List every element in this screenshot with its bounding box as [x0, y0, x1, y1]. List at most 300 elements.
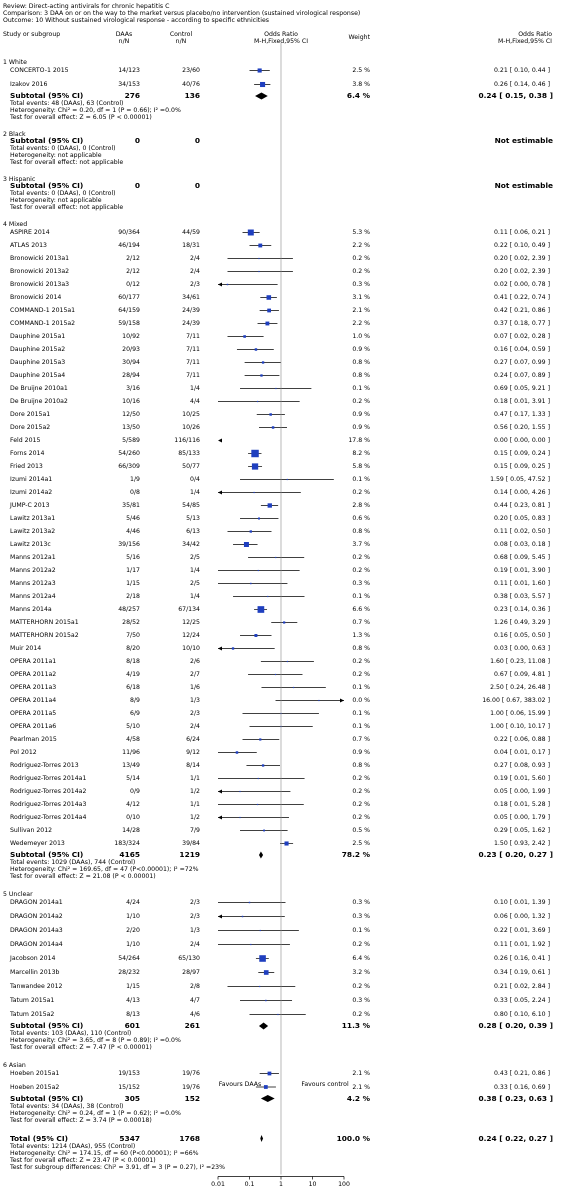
study-odds-ratio: 0.67 [ 0.09, 4.81 ]: [494, 671, 550, 678]
study-weight: 3.2 %: [352, 969, 370, 976]
study-odds-ratio: 0.20 [ 0.02, 2.39 ]: [494, 255, 550, 262]
study-daa-events: 1/15: [126, 983, 140, 990]
study-odds-ratio: 0.07 [ 0.02, 0.28 ]: [494, 333, 550, 340]
study-weight: 2.1 %: [352, 1083, 370, 1091]
study-name: Jacobson 2014: [10, 955, 56, 962]
study-daa-events: 10/92: [122, 333, 140, 340]
subtotal-daa-total: 276: [124, 91, 140, 100]
study-odds-ratio: 2.50 [ 0.24, 26.48 ]: [490, 684, 550, 691]
study-point: [265, 322, 269, 326]
study-name: Bronowicki 2014: [10, 294, 62, 301]
subgroup-note: Test for overall effect: Z = 7.47 (P < 0.00001): [10, 1044, 152, 1051]
study-control-events: 1/4: [190, 385, 200, 392]
total-control: 1768: [179, 1133, 200, 1143]
study-daa-events: 5/589: [122, 437, 140, 444]
study-control-events: 85/133: [178, 450, 200, 457]
study-weight: 0.2 %: [352, 671, 370, 678]
study-weight: 0.5 %: [352, 827, 370, 834]
study-point: [239, 791, 240, 792]
study-name: Dore 2015a1: [10, 411, 51, 418]
study-name: Dauphine 2015a3: [10, 359, 66, 366]
study-ci-arrow-left: [218, 491, 222, 495]
study-weight: 2.5 %: [352, 67, 370, 74]
study-name: Rodriguez-Torres 2014a3: [10, 801, 87, 808]
study-odds-ratio: 0.05 [ 0.00, 1.79 ]: [494, 814, 550, 821]
study-point: [258, 244, 262, 248]
study-point: [260, 374, 262, 376]
group-title: 1 White: [3, 59, 27, 66]
study-daa-events: 13/50: [122, 424, 140, 431]
study-odds-ratio: 0.21 [ 0.10, 0.44 ]: [494, 67, 550, 74]
study-weight: 0.0 %: [352, 697, 370, 704]
study-odds-ratio: 0.05 [ 0.00, 1.99 ]: [494, 788, 550, 795]
study-daa-events: 1/10: [126, 941, 140, 948]
study-weight: 0.9 %: [352, 346, 370, 353]
x-axis-tick-label: 0.1: [244, 1180, 255, 1188]
group-title: 2 Black: [3, 131, 26, 138]
study-point: [260, 930, 261, 931]
subtotal-daa-total: 4165: [119, 850, 140, 859]
study-point: [287, 661, 288, 662]
subtotal-odds-ratio: 0.23 [ 0.20, 0.27 ]: [478, 850, 553, 859]
subgroup-note: Total events: 0 (DAAs), 0 (Control): [10, 190, 116, 197]
subtotal-daa-total: 0: [134, 136, 140, 145]
study-odds-ratio: 0.27 [ 0.08, 0.93 ]: [494, 762, 550, 769]
study-daa-events: 34/153: [118, 81, 140, 88]
subtotal-diamond: [259, 1023, 268, 1030]
study-daa-events: 1/10: [126, 913, 140, 920]
control-column-subheader: n/N: [175, 38, 187, 45]
study-name: Marcellin 2013b: [10, 969, 60, 976]
study-point: [258, 606, 265, 613]
study-control-events: 2/4: [190, 723, 200, 730]
study-daa-events: 4/24: [126, 899, 140, 906]
daas-column-subheader: n/N: [118, 38, 130, 45]
study-control-events: 1/2: [190, 788, 200, 795]
study-control-events: 19/76: [182, 1083, 200, 1091]
study-daa-events: 1/9: [130, 476, 140, 483]
study-daa-events: 13/49: [122, 762, 140, 769]
study-daa-events: 8/9: [130, 697, 140, 704]
study-odds-ratio: 0.43 [ 0.21, 0.86 ]: [494, 1070, 550, 1077]
study-control-events: 2/4: [190, 255, 200, 262]
daas-column-header: DAAs: [115, 31, 133, 38]
study-point: [250, 583, 251, 584]
study-name: OPERA 2011a6: [10, 723, 57, 730]
study-name: De Bruijne 2010a1: [10, 385, 68, 392]
study-daa-events: 11/96: [122, 749, 140, 756]
study-weight: 0.1 %: [352, 710, 370, 717]
subtotal-odds-ratio: 0.38 [ 0.23, 0.63 ]: [478, 1093, 553, 1103]
subtotal-daa-total: 0: [134, 181, 140, 190]
study-odds-ratio: 0.24 [ 0.07, 0.89 ]: [494, 372, 550, 379]
subgroup-note: Test for overall effect: not applicable: [10, 159, 124, 166]
subgroup-note: Heterogeneity: not applicable: [10, 197, 102, 204]
study-control-events: 1/4: [190, 567, 200, 574]
study-control-events: 2/8: [190, 983, 200, 990]
subtotal-control-total: 261: [184, 1021, 200, 1030]
study-control-events: 7/11: [186, 346, 200, 353]
subtotal-label: Subtotal (95% CI): [10, 136, 84, 145]
study-odds-ratio: 1.60 [ 0.23, 11.08 ]: [490, 658, 550, 665]
study-name: Dore 2015a2: [10, 424, 51, 431]
study-point: [264, 970, 269, 975]
study-name: CONCERTO-1 2015: [10, 67, 69, 74]
study-daa-events: 0/8: [130, 489, 140, 496]
study-daa-events: 48/257: [118, 606, 140, 613]
study-point: [250, 530, 252, 532]
subtotal-odds-ratio: Not estimable: [494, 181, 553, 190]
study-name: COMMAND-1 2015a2: [10, 320, 76, 327]
subgroup-note: Total events: 48 (DAAs), 63 (Control): [10, 100, 124, 107]
study-point: [275, 557, 276, 558]
study-daa-events: 0/10: [126, 814, 140, 821]
study-name: Dauphine 2015a1: [10, 333, 66, 340]
subgroup-note: Test for overall effect: not applicable: [10, 204, 124, 211]
study-point: [232, 647, 234, 649]
study-odds-ratio: 16.00 [ 0.67, 383.02 ]: [482, 697, 550, 704]
control-column-header: Control: [169, 31, 193, 38]
subtotal-diamond: [261, 1095, 275, 1102]
study-odds-ratio: 0.15 [ 0.09, 0.25 ]: [494, 463, 550, 470]
study-daa-events: 0/9: [130, 788, 140, 795]
study-name: Muir 2014: [10, 645, 42, 652]
study-weight: 0.8 %: [352, 372, 370, 379]
study-odds-ratio: 0.23 [ 0.14, 0.36 ]: [494, 606, 550, 613]
subtotal-weight: 4.2 %: [346, 1093, 370, 1103]
study-point: [250, 944, 251, 945]
study-control-events: 39/84: [182, 840, 200, 847]
group-title: 6 Asian: [3, 1062, 26, 1069]
study-point: [255, 348, 257, 350]
study-odds-ratio: 0.08 [ 0.03, 0.18 ]: [494, 541, 550, 548]
study-control-events: 116/116: [174, 437, 200, 444]
study-point: [262, 361, 264, 363]
subtotal-weight: 11.3 %: [341, 1021, 370, 1030]
subgroup-note: Heterogeneity: Chi² = 0.20, df = 1 (P = 0.66); I² =0.0%: [10, 107, 181, 114]
study-ci-arrow-left: [218, 439, 222, 443]
study-control-events: 1/6: [190, 684, 200, 691]
study-control-events: 4/4: [190, 398, 200, 405]
study-weight: 0.3 %: [352, 997, 370, 1004]
study-daa-events: 35/81: [122, 502, 140, 509]
study-daa-events: 14/123: [118, 67, 140, 74]
study-daa-events: 4/19: [126, 671, 140, 678]
study-control-events: 8/14: [186, 762, 200, 769]
study-weight: 0.8 %: [352, 528, 370, 535]
subtotal-control-total: 1219: [179, 850, 200, 859]
study-weight: 0.9 %: [352, 749, 370, 756]
study-odds-ratio: 0.22 [ 0.01, 3.69 ]: [494, 927, 550, 934]
study-daa-events: 1/15: [126, 580, 140, 587]
study-weight: 0.8 %: [352, 762, 370, 769]
x-axis-tick-label: 100: [338, 1180, 350, 1188]
study-point: [259, 986, 260, 987]
study-daa-events: 8/13: [126, 1011, 140, 1018]
study-weight: 2.2 %: [352, 242, 370, 249]
study-weight: 0.2 %: [352, 398, 370, 405]
study-weight: 0.1 %: [352, 684, 370, 691]
study-control-events: 2/4: [190, 941, 200, 948]
study-odds-ratio: 0.56 [ 0.20, 1.55 ]: [494, 424, 550, 431]
study-odds-ratio: 0.11 [ 0.02, 0.50 ]: [494, 528, 550, 535]
study-daa-events: 4/46: [126, 528, 140, 535]
study-daa-events: 183/324: [114, 840, 140, 847]
study-odds-ratio: 0.22 [ 0.06, 0.88 ]: [494, 736, 550, 743]
total-note: Test for subgroup differences: Chi² = 3.91, df = 3 (P = 0.27), I² =23%: [10, 1163, 225, 1171]
study-control-events: 34/42: [182, 541, 200, 548]
study-odds-ratio: 1.50 [ 0.93, 2.42 ]: [494, 840, 550, 847]
study-odds-ratio: 0.15 [ 0.09, 0.24 ]: [494, 450, 550, 457]
study-daa-events: 60/177: [118, 294, 140, 301]
study-weight: 0.3 %: [352, 281, 370, 288]
study-name: Manns 2012a1: [10, 554, 56, 561]
study-weight: 6.4 %: [352, 955, 370, 962]
study-odds-ratio: 0.18 [ 0.01, 5.28 ]: [494, 801, 550, 808]
subtotal-odds-ratio: 0.28 [ 0.20, 0.39 ]: [478, 1021, 553, 1030]
study-daa-events: 2/20: [126, 927, 140, 934]
study-name: Bronowicki 2013a2: [10, 268, 70, 275]
study-weight: 0.8 %: [352, 359, 370, 366]
study-point: [267, 596, 268, 597]
study-weight: 2.1 %: [352, 307, 370, 314]
study-daa-events: 54/264: [118, 955, 140, 962]
study-daa-events: 28/52: [122, 619, 140, 626]
subgroup-note: Test for overall effect: Z = 6.05 (P < 0.00001): [10, 114, 152, 121]
study-daa-events: 14/28: [122, 827, 140, 834]
study-weight: 2.1 %: [352, 1070, 370, 1077]
study-daa-events: 64/159: [118, 307, 140, 314]
study-point: [257, 401, 258, 402]
study-control-events: 67/134: [178, 606, 200, 613]
study-odds-ratio: 0.34 [ 0.19, 0.61 ]: [494, 969, 550, 976]
study-weight: 0.3 %: [352, 580, 370, 587]
study-point: [249, 902, 250, 903]
study-daa-events: 90/364: [118, 229, 140, 236]
study-daa-events: 66/309: [118, 463, 140, 470]
study-control-events: 7/9: [190, 827, 200, 834]
subgroup-note: Total events: 103 (DAAs), 110 (Control): [10, 1030, 132, 1037]
study-name: Fried 2013: [10, 463, 43, 470]
study-control-events: 1/2: [190, 814, 200, 821]
study-point: [248, 230, 254, 236]
study-weight: 0.1 %: [352, 476, 370, 483]
subtotal-odds-ratio: 0.24 [ 0.15, 0.38 ]: [478, 91, 553, 100]
study-control-events: 4/7: [190, 997, 200, 1004]
study-name: Tanwandee 2012: [10, 983, 63, 990]
total-note: Total events: 1214 (DAAs), 955 (Control): [10, 1142, 136, 1150]
subgroup-note: Heterogeneity: Chi² = 169.65, df = 47 (P<0.00001); I² =72%: [10, 866, 199, 873]
study-name: Tatum 2015a1: [10, 997, 55, 1004]
study-name: Rodriguez-Torres 2014a4: [10, 814, 87, 821]
study-control-events: 12/24: [182, 632, 200, 639]
study-control-events: 1/3: [190, 697, 200, 704]
study-point: [244, 542, 249, 547]
study-odds-ratio: 0.20 [ 0.02, 2.39 ]: [494, 268, 550, 275]
comparison-line: Comparison: 3 DAA on or on the way to the market versus placebo/no intervention (sustained virological response): [3, 10, 361, 17]
study-odds-ratio: 0.19 [ 0.01, 5.60 ]: [494, 775, 550, 782]
study-name: Bronowicki 2013a3: [10, 281, 70, 288]
study-point: [258, 517, 260, 519]
study-name: Sullivan 2012: [10, 827, 53, 834]
subgroup-note: Heterogeneity: not applicable: [10, 152, 102, 159]
study-daa-events: 12/50: [122, 411, 140, 418]
subtotal-label: Subtotal (95% CI): [10, 91, 84, 100]
study-control-events: 5/13: [186, 515, 200, 522]
study-control-events: 2/3: [190, 899, 200, 906]
study-control-events: 10/25: [182, 411, 200, 418]
study-weight: 1.3 %: [352, 632, 370, 639]
study-odds-ratio: 0.16 [ 0.05, 0.50 ]: [494, 632, 550, 639]
study-daa-events: 28/232: [118, 969, 140, 976]
study-odds-ratio: 0.68 [ 0.09, 5.45 ]: [494, 554, 550, 561]
study-daa-events: 6/9: [130, 710, 140, 717]
study-point: [252, 463, 258, 469]
study-odds-ratio: 0.18 [ 0.01, 3.91 ]: [494, 398, 550, 405]
study-point: [258, 271, 259, 272]
study-point: [258, 778, 259, 779]
study-daa-events: 2/12: [126, 255, 140, 262]
subgroup-note: Total events: 1029 (DAAs), 744 (Control): [10, 859, 136, 866]
study-control-events: 6/24: [186, 736, 200, 743]
study-point: [263, 830, 265, 832]
study-weight: 0.2 %: [352, 983, 370, 990]
study-odds-ratio: 0.41 [ 0.22, 0.74 ]: [494, 294, 550, 301]
study-daa-events: 5/14: [126, 775, 140, 782]
subtotal-label: Subtotal (95% CI): [10, 1093, 84, 1103]
study-daa-events: 3/16: [126, 385, 140, 392]
study-name: OPERA 2011a3: [10, 684, 57, 691]
study-weight: 3.8 %: [352, 81, 370, 88]
study-weight: 0.2 %: [352, 814, 370, 821]
study-weight: 6.6 %: [352, 606, 370, 613]
subtotal-weight: 6.4 %: [346, 91, 370, 100]
subgroup-note: Test for overall effect: Z = 3.74 (P = 0.00018): [10, 1116, 152, 1124]
study-point: [277, 1014, 278, 1015]
study-control-events: 12/25: [182, 619, 200, 626]
total-diamond: [260, 1135, 263, 1142]
study-daa-events: 1/17: [126, 567, 140, 574]
study-name: MATTERHORN 2015a2: [10, 632, 79, 639]
study-weight: 0.2 %: [352, 268, 370, 275]
subtotal-odds-ratio: Not estimable: [494, 136, 553, 145]
study-odds-ratio: 0.11 [ 0.01, 1.60 ]: [494, 580, 550, 587]
study-weight: 0.8 %: [352, 645, 370, 652]
study-odds-ratio: 1.26 [ 0.49, 3.29 ]: [494, 619, 550, 626]
study-point: [275, 674, 276, 675]
study-control-events: 1/3: [190, 927, 200, 934]
study-ci-arrow-left: [218, 816, 222, 820]
or-text-column-header: Odds Ratio: [518, 31, 552, 38]
favours-control-label: Favours control: [301, 1081, 349, 1088]
study-name: Feld 2015: [10, 437, 41, 444]
study-name: DRAGON 2014a3: [10, 927, 63, 934]
study-odds-ratio: 1.00 [ 0.06, 15.99 ]: [490, 710, 550, 717]
study-name: Manns 2012a3: [10, 580, 56, 587]
subtotal-control-total: 136: [184, 91, 200, 100]
study-point: [239, 817, 240, 818]
study-name: Pearlman 2015: [10, 736, 57, 743]
study-control-events: 44/59: [182, 229, 200, 236]
study-name: Lawitz 2013a2: [10, 528, 56, 535]
study-name: Bronowicki 2013a1: [10, 255, 70, 262]
study-name: Dauphine 2015a4: [10, 372, 66, 379]
study-point: [262, 764, 264, 766]
study-control-events: 18/31: [182, 242, 200, 249]
study-point: [284, 841, 288, 845]
x-axis-tick-label: 1: [279, 1180, 283, 1188]
or-plot-column-subheader: M-H,Fixed,95% CI: [253, 38, 309, 45]
study-daa-events: 59/158: [118, 320, 140, 327]
study-point: [267, 309, 271, 313]
study-control-events: 34/61: [182, 294, 200, 301]
study-control-events: 10/26: [182, 424, 200, 431]
study-weight: 0.2 %: [352, 554, 370, 561]
study-weight: 8.2 %: [352, 450, 370, 457]
study-point: [269, 413, 271, 415]
study-ci-arrow-left: [218, 790, 222, 794]
study-ci-arrow-left: [218, 283, 222, 287]
favours-daas-label: Favours DAAs: [218, 1081, 262, 1088]
study-ci-arrow-left: [218, 647, 222, 651]
study-control-events: 2/5: [190, 554, 200, 561]
study-control-events: 1/4: [190, 489, 200, 496]
study-point: [258, 258, 259, 259]
study-weight: 0.9 %: [352, 424, 370, 431]
study-weight: 0.2 %: [352, 801, 370, 808]
study-control-events: 1/1: [190, 801, 200, 808]
subtotal-label: Subtotal (95% CI): [10, 1021, 84, 1030]
study-name: Tatum 2015a2: [10, 1011, 55, 1018]
study-name: DRAGON 2014a1: [10, 899, 63, 906]
study-daa-events: 2/12: [126, 268, 140, 275]
study-control-events: 7/11: [186, 359, 200, 366]
study-weight: 2.5 %: [352, 840, 370, 847]
study-control-events: 7/11: [186, 372, 200, 379]
total-label: Total (95% CI): [10, 1133, 68, 1143]
study-name: Manns 2012a4: [10, 593, 56, 600]
study-odds-ratio: 0.04 [ 0.01, 0.17 ]: [494, 749, 550, 756]
study-name: Rodriguez-Torres 2014a1: [10, 775, 87, 782]
study-name: DRAGON 2014a2: [10, 913, 63, 920]
study-control-events: 7/11: [186, 333, 200, 340]
study-control-events: 2/3: [190, 710, 200, 717]
study-point: [293, 687, 294, 688]
study-weight: 0.2 %: [352, 941, 370, 948]
study-point: [272, 426, 274, 428]
subtotal-control-total: 0: [194, 136, 200, 145]
study-odds-ratio: 0.00 [ 0.00, 0.00 ]: [494, 437, 550, 444]
study-odds-ratio: 0.33 [ 0.16, 0.69 ]: [494, 1083, 550, 1091]
study-control-events: 2/3: [190, 913, 200, 920]
study-daa-events: 54/260: [118, 450, 140, 457]
study-odds-ratio: 0.69 [ 0.05, 9.21 ]: [494, 385, 550, 392]
study-name: Izumi 2014a2: [10, 489, 53, 496]
study-weight: 2.8 %: [352, 502, 370, 509]
study-name: DRAGON 2014a4: [10, 941, 63, 948]
study-name: Rodriguez-Torres 2014a2: [10, 788, 87, 795]
study-odds-ratio: 1.00 [ 0.10, 10.17 ]: [490, 723, 550, 730]
study-control-events: 2/6: [190, 658, 200, 665]
study-daa-events: 10/16: [122, 398, 140, 405]
study-daa-events: 2/18: [126, 593, 140, 600]
study-control-events: 40/76: [182, 81, 200, 88]
study-odds-ratio: 0.22 [ 0.10, 0.49 ]: [494, 242, 550, 249]
study-point: [259, 955, 266, 962]
study-point: [243, 335, 246, 338]
study-name: Pol 2012: [10, 749, 37, 756]
study-weight: 0.7 %: [352, 619, 370, 626]
